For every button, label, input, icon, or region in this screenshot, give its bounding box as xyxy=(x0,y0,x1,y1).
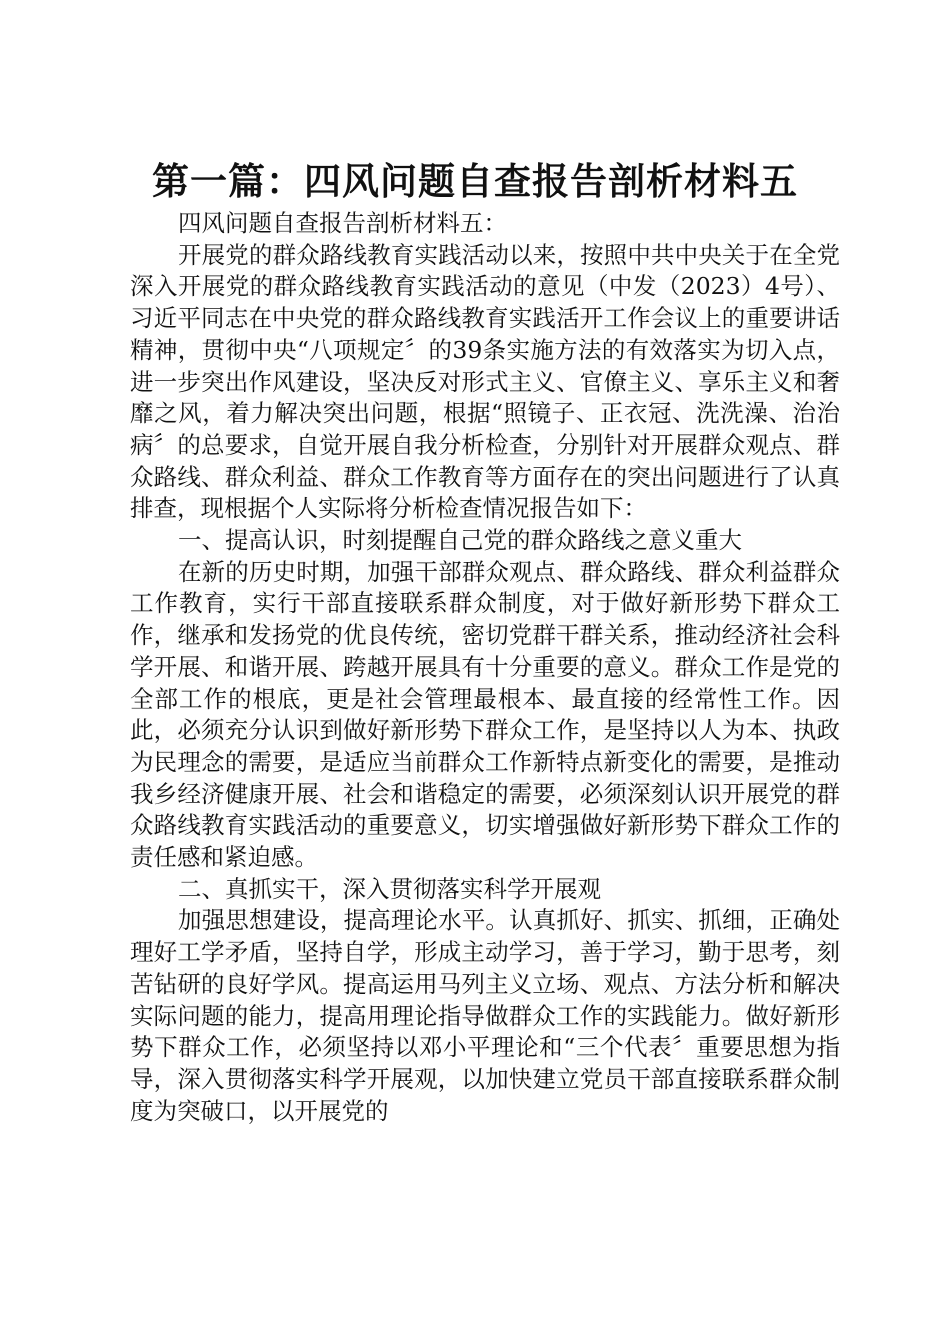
document-body xyxy=(130,208,840,1127)
paragraph-opening: 开展党的群众路线教育实践活动以来，按照中共中央关于在全党深入开展党的群众路线教育实践活动的意见（中发（2023）4号）、习近平同志在中央党的群众路线教育实践活开工作会议上的重要讲话精神，贯彻中央“八项规定〞的39条实施方法的有效落实为切入点，进一步突出作风建设，坚决反对形式主义、官僚主义、享乐主义和奢靡之风，着力解决突出问题，根据“照镜子、正衣冠、洗洗澡、治治病〞的总要求，自觉开展自我分析检查，分别针对开展群众观点、群众路线、群众利益、群众工作教育等方面存在的突出问题进行了认真排查，现根据个人实际将分析检查情况报告如下： xyxy=(130,240,840,523)
paragraph-intro-label: 四风问题自查报告剖析材料五： xyxy=(178,209,507,237)
paragraph-section-2: 加强思想建设，提高理论水平。认真抓好、抓实、抓细，正确处理好工学矛盾，坚持自学，形成主动学习，善于学习，勤于思考，刻苦钻研的良好学风。提高运用马列主义立场、观点、方法分析和解决实际问题的能力，提高用理论指导做群众工作的实践能力。做好新形势下群众工作，必须坚持以邓小平理论和“三个代表〞重要思想为指导，深入贯彻落实科学开展观，以加快建立党员干部直接联系群众制度为突破口，以开展党的 xyxy=(130,906,840,1125)
section-heading-1: 一、提高认识，时刻提醒自己党的群众路线之意义重大 xyxy=(178,526,742,555)
document-title: 第一篇：四风问题自查报告剖析材料五 xyxy=(152,160,798,203)
paragraph-section-1: 在新的历史时期，加强干部群众观点、群众路线、群众利益群众工作教育，实行干部直接联系群众制度，对于做好新形势下群众工作，继承和发扬党的优良传统，密切党群干群关系，推动经济社会科学开展、和谐开展、跨越开展具有十分重要的意义。群众工作是党的全部工作的根底，更是社会管理最根本、最直接的经常性工作。因此，必须充分认识到做好新形势下群众工作，是坚持以人为本、执政为民理念的需要，是适应当前群众工作新特点新变化的需要，是推动我乡经济健康开展、社会和谐稳定的需要，必须深刻认识开展党的群众路线教育实践活动的重要意义，切实增强做好新形势下群众工作的责任感和紧迫感。 xyxy=(130,557,840,872)
section-heading-2: 二、真抓实干，深入贯彻落实科学开展观 xyxy=(178,874,601,903)
